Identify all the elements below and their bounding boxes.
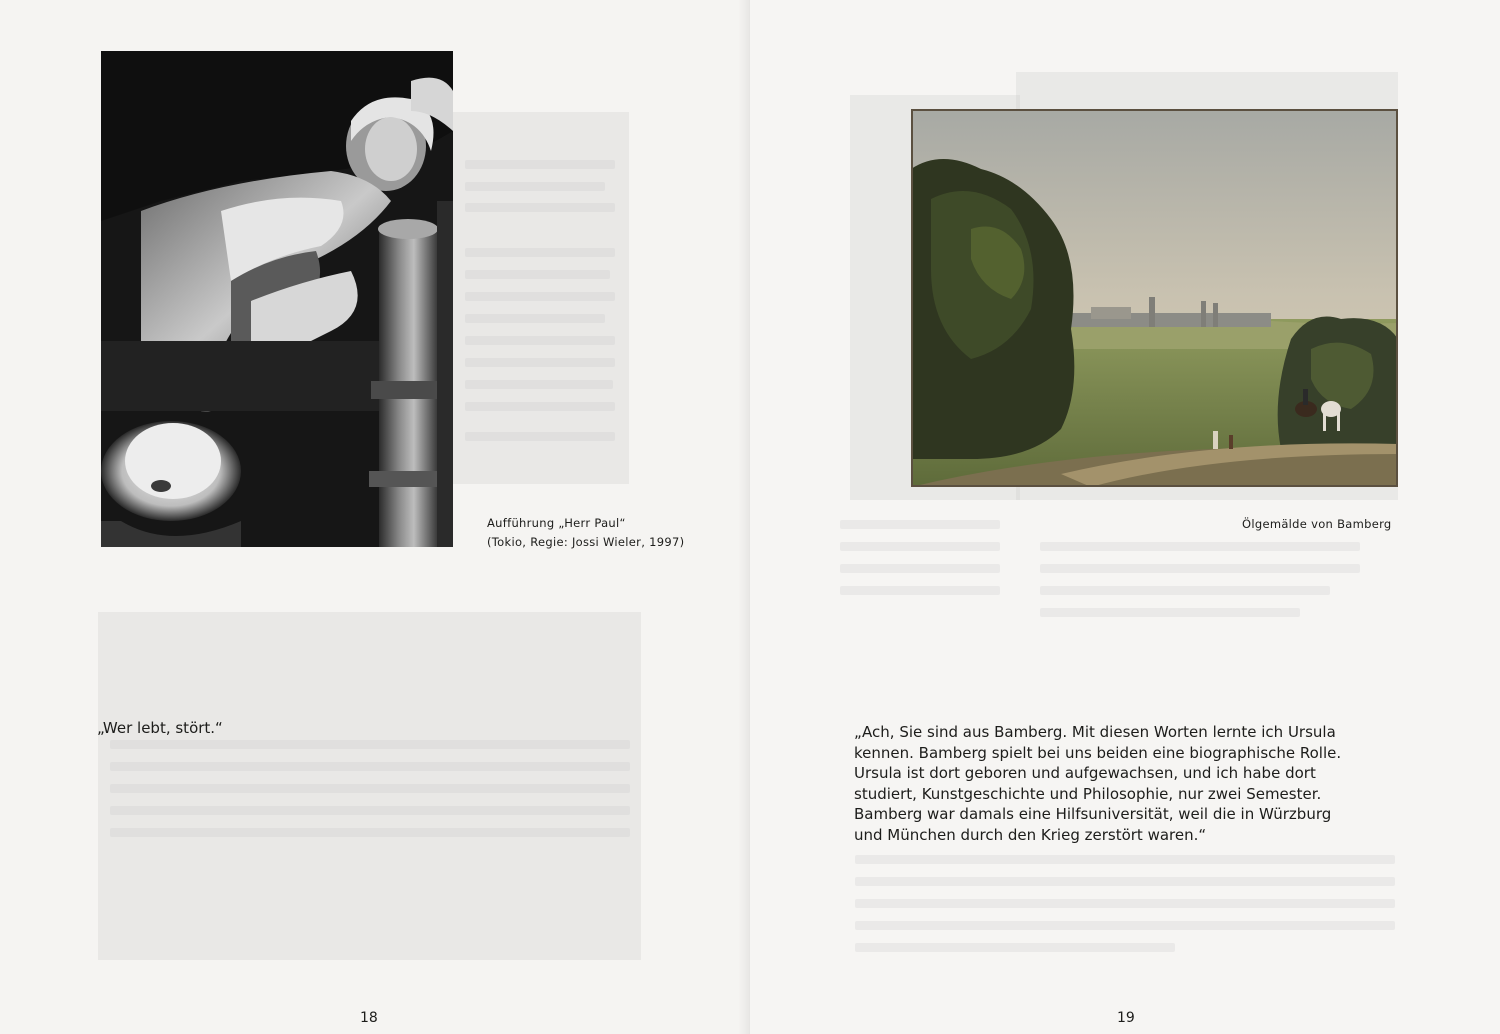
- page-number-right: 19: [1117, 1010, 1135, 1026]
- show-through-line: [465, 248, 615, 257]
- show-through-line: [855, 943, 1175, 952]
- show-through-line: [465, 270, 610, 279]
- show-through-line: [110, 740, 630, 749]
- show-through-line: [465, 336, 615, 345]
- short-quote: „Wer lebt, stört.“: [97, 719, 223, 737]
- quote-line: studiert, Kunstgeschichte und Philosophie, nur zwei Semester.: [854, 784, 1322, 803]
- show-through-line: [110, 784, 630, 793]
- page-number-left: 18: [360, 1010, 378, 1026]
- painting-caption: Ölgemälde von Bamberg: [1242, 517, 1392, 531]
- show-through-line: [465, 314, 605, 323]
- photo-caption-line2: (Tokio, Regie: Jossi Wieler, 1997): [487, 535, 685, 549]
- show-through-line: [1040, 608, 1300, 617]
- show-through-line: [465, 432, 615, 441]
- show-through-line: [465, 182, 605, 191]
- quote-line: und München durch den Krieg zerstört waren.“: [854, 825, 1207, 844]
- show-through-line: [110, 828, 630, 837]
- stage-photo-graphic: [101, 51, 453, 547]
- photo-caption-line1: Aufführung „Herr Paul“: [487, 516, 626, 530]
- show-through-line: [465, 292, 615, 301]
- quote-line: Ursula ist dort geboren und aufgewachsen, und ich habe dort: [854, 764, 1316, 782]
- show-through-line: [840, 542, 1000, 551]
- landscape-painting: [911, 109, 1398, 487]
- show-through-line: [465, 203, 615, 212]
- show-through-line: [840, 520, 1000, 529]
- show-through-line: [110, 806, 630, 815]
- show-through-line: [840, 564, 1000, 573]
- show-through-line: [855, 877, 1395, 886]
- quote-line: Bamberg war damals eine Hilfsuniversität, weil die in Würzburg: [854, 805, 1332, 823]
- show-through-line: [855, 921, 1395, 930]
- stage-photo: [101, 51, 453, 547]
- show-through-line: [465, 402, 615, 411]
- show-through-line: [465, 160, 615, 169]
- right-page: [750, 0, 1500, 1034]
- landscape-painting-graphic: [911, 109, 1398, 487]
- quote-line: kennen. Bamberg spielt bei uns beiden eine biographische Rolle.: [854, 743, 1342, 762]
- show-through-line: [1040, 564, 1360, 573]
- show-through-line: [465, 358, 615, 367]
- show-through-line: [110, 762, 630, 771]
- show-through-line: [840, 586, 1000, 595]
- show-through-line: [855, 855, 1395, 864]
- photo-caption: [487, 514, 727, 552]
- quote-line: „Ach, Sie sind aus Bamberg. Mit diesen Worten lernte ich Ursula: [854, 723, 1336, 741]
- show-through-line: [855, 899, 1395, 908]
- show-through-line: [1040, 586, 1330, 595]
- show-through-line: [465, 380, 613, 389]
- show-through-line: [1040, 542, 1360, 551]
- long-quote: [854, 722, 1414, 845]
